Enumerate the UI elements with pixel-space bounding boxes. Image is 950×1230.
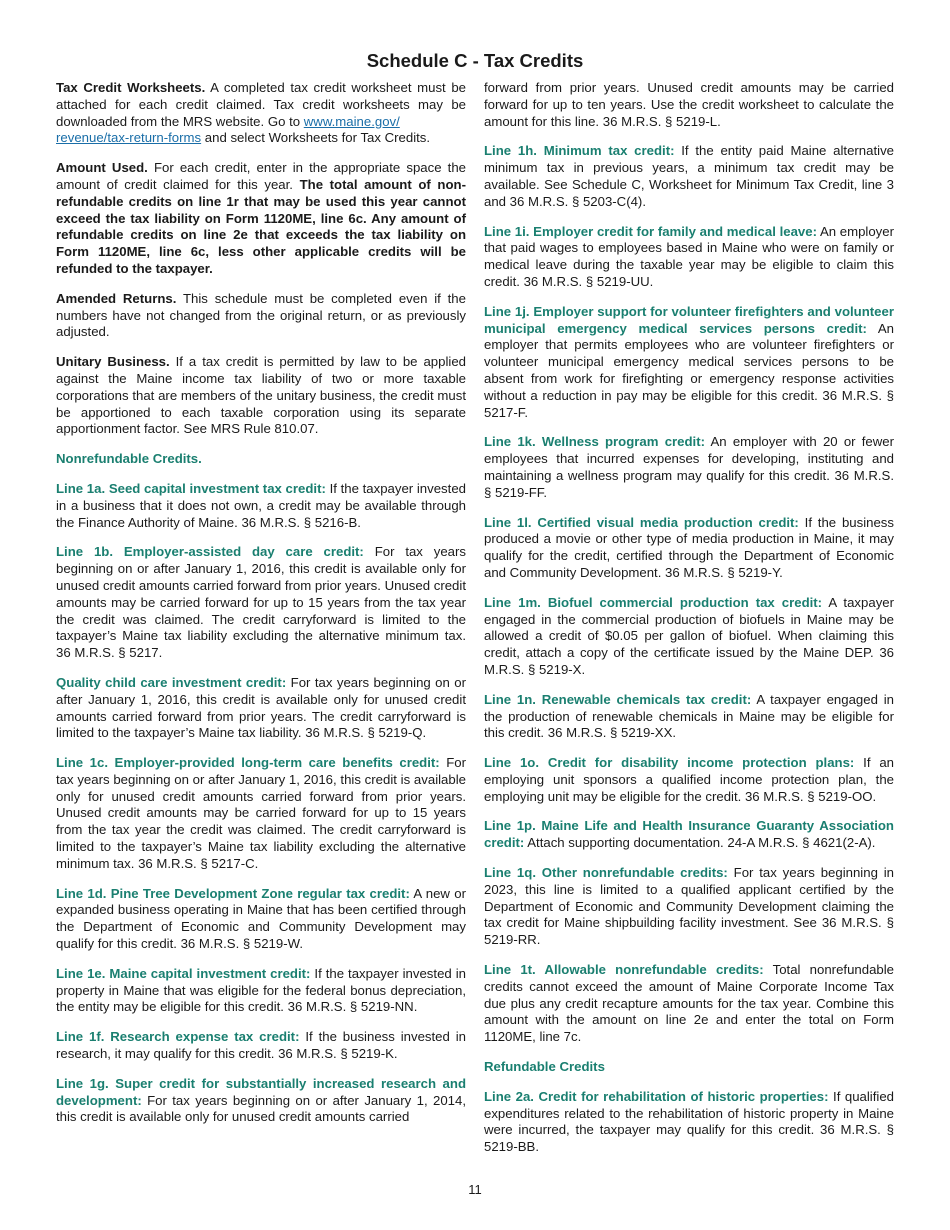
credit-item: Line 1i. Employer credit for family and medical leave: An employer that paid wages to employees based in Maine who were on family or medical leave during the taxable year may be eligible to claim this credit. 36 M.R.S. § 5219-UU. — [484, 223, 894, 289]
credit-item: Line 1c. Employer-provided long-term care benefits credit: For tax years beginning on or after January 1, 2016, this credit is available only for unused credit amounts carried forward from prior years. Unused credit amounts may be carried forward for up to 15 years from the tax year the credit was claimed. The credit carryforward is limited to the taxpayer’s Maine tax liability excluding the alternative minimum tax. 36 M.R.S. § 5217-C. — [56, 755, 466, 871]
credit-item: Line 1l. Certified visual media production credit: If the business produced a movie or other type of media production in Maine, it may qualify for the credit, certified through the Department of Economic and Community Development. 36 M.R.S. § 5219-Y. — [484, 514, 894, 580]
tax-forms-link[interactable]: www.maine.gov/ revenue/tax-return-forms — [56, 113, 400, 146]
worksheets-paragraph: Tax Credit Worksheets. A completed tax credit worksheet must be attached for each credit claimed. Tax credit worksheets may be downloaded from the MRS website. Go to www.maine.gov/ revenue/tax-return-forms and select Worksheets for Tax Credits. — [56, 80, 466, 146]
amount-used-heading: Amount Used. — [56, 160, 148, 176]
amount-used-paragraph: Amount Used. For each credit, enter in the appropriate space the amount of credit claimed for this year. The total amount of non-refundable credits on line 1r that may be used this year cannot exceed the tax liability on Form 1120ME, line 6c. Any amount of refundable credits on line 2e that exceeds the tax liability on Form 1120ME, line 6c, less other applicable credits will be refunded to the taxpayer. — [56, 160, 466, 276]
credit-item: Line 1b. Employer-assisted day care credit: For tax years beginning on or after January 1, 2016, this credit is available only for unused credit amounts carried forward from prior years. Unused credit amounts may be carried forward for up to 15 years from the tax year the credit was claimed. The credit carryforward is limited to the taxpayer’s Maine tax liability excluding the alternative minimum tax. 36 M.R.S. § 5217. — [56, 544, 466, 661]
credit-item: Line 1o. Credit for disability income protection plans: If an employing unit sponsors a qualified income protection plan, the employing unit may be eligible for the credit. 36 M.R.S. § 5219-OO. — [484, 755, 895, 804]
unitary-heading: Unitary Business. — [56, 354, 170, 370]
right-column — [484, 80, 894, 1169]
credit-item: Line 1m. Biofuel commercial production tax credit: A taxpayer engaged in the commercial production of biofuels in Maine may be allowed a credit of $0.05 per gallon of biofuel. When claiming this credit, attach a copy of the certificate issued by the Maine DEP. 36 M.R.S. § 5219-X. — [484, 594, 895, 677]
credit-item: Line 1t. Allowable nonrefundable credits: Total nonrefundable credits cannot exceed the amount of Maine Corporate Income Tax due plus any credit recapture amounts for the tax year. Combine this amount with the amount on line 2e and enter the total on Form 1120ME, line 7c. — [484, 962, 895, 1045]
worksheets-heading: Tax Credit Worksheets. — [56, 80, 206, 95]
credit-item: Line 1e. Maine capital investment credit: If the taxpayer invested in property in Maine that was eligible for the federal bonus depreciation, the entity may be eligible for this credit. 36 M.R.S. § 5219-NN. — [56, 965, 466, 1015]
credit-item: Line 1q. Other nonrefundable credits: For tax years beginning in 2023, this line is limited to a qualified applicant certified by the Department of Economic and Community Development claiming the tax credit for Maine shipbuilding facility investment. See 36 M.R.S. § 5219-RR. — [484, 865, 894, 948]
credit-item: Line 1n. Renewable chemicals tax credit: A taxpayer engaged in the production of renewable chemicals in Maine may be eligible for this credit. 36 M.R.S. § 5219-XX. — [484, 691, 894, 741]
nonrefundable-section-heading: Nonrefundable Credits. — [56, 451, 202, 467]
page-title: Schedule C - Tax Credits — [366, 50, 584, 71]
credit-item: Line 2a. Credit for rehabilitation of historic properties: If qualified expenditures related to the rehabilitation of historic property in Maine were incurred, the taxpayer may qualify for this credit. 36 M.R.S. § 5219-BB. — [484, 1088, 895, 1155]
continuation-text: forward from prior years. Unused credit amounts may be carried forward for up to ten years. Use the credit worksheet to calculate the amount for this line. 36 M.R.S. § 5219-L. — [484, 80, 894, 129]
credit-item: Line 1g. Super credit for substantially increased research and development: For tax years beginning on or after January 1, 2014, this credit is available only for unused credit amounts carried — [56, 1075, 466, 1125]
credit-item: Line 1h. Minimum tax credit: If the entity paid Maine alternative minimum tax in previous years, a minimum tax credit may be available. See Schedule C, Worksheet for Minimum Tax Credit, line 3 and 36 M.R.S. § 5203-C(4). — [484, 143, 894, 209]
credit-item: Quality child care investment credit: For tax years beginning on or after January 1, 2016, this credit is available only for unused credit amounts carried forward from prior years. The credit carryforward is limited to the taxpayer’s Maine tax liability. 36 M.R.S. § 5219-Q. — [56, 674, 466, 741]
credit-item: Line 1p. Maine Life and Health Insurance Guaranty Association credit: Attach supporting documentation. 24-A M.R.S. § 4621(2-A). — [484, 818, 894, 851]
amended-heading: Amended Returns. — [56, 290, 177, 306]
left-column — [56, 80, 466, 1139]
credit-item: Line 1d. Pine Tree Development Zone regular tax credit: A new or expanded business operating in Maine that has been certified through the Department of Economic and Community Development may qualify for this credit. 36 M.R.S. § 5219-W. — [56, 885, 466, 952]
credit-item: Line 1f. Research expense tax credit: If the business invested in research, it may qualify for this credit. 36 M.R.S. § 5219-K. — [56, 1029, 466, 1062]
credit-item: Line 1a. Seed capital investment tax credit: If the taxpayer invested in a business that it does not own, a credit may be available through the Finance Authority of Maine. 36 M.R.S. § 5216-B. — [56, 480, 466, 530]
refundable-section-heading: Refundable Credits — [484, 1059, 605, 1075]
unitary-paragraph: Unitary Business. If a tax credit is permitted by law to be applied against the Maine income tax liability of two or more taxable corporations that are members of the unitary business, the credit must be apportioned to each taxable corporation using its separate apportionment factor. See MRS Rule 810.07. — [56, 354, 466, 437]
amended-paragraph: Amended Returns. This schedule must be completed even if the numbers have not changed from the original return, or as previously adjusted. — [56, 290, 466, 340]
credit-item: Line 1k. Wellness program credit: An employer with 20 or fewer employees that incurred expenses for developing, instituting and maintaining a wellness program may qualify for this credit. 36 M.R.S. § 5219-FF. — [484, 434, 895, 500]
page-number: 11 — [468, 1182, 482, 1197]
credit-item: Line 1j. Employer support for volunteer firefighters and volunteer municipal emergency medical services persons credit: An employer that permits employees who are volunteer firefighters or volunteer municipal emergency medical services persons to be absent from work for firefighting or emergency response activities without a reduction in pay may be eligible for this credit. 36 M.R.S. § 5217-F. — [484, 303, 895, 420]
